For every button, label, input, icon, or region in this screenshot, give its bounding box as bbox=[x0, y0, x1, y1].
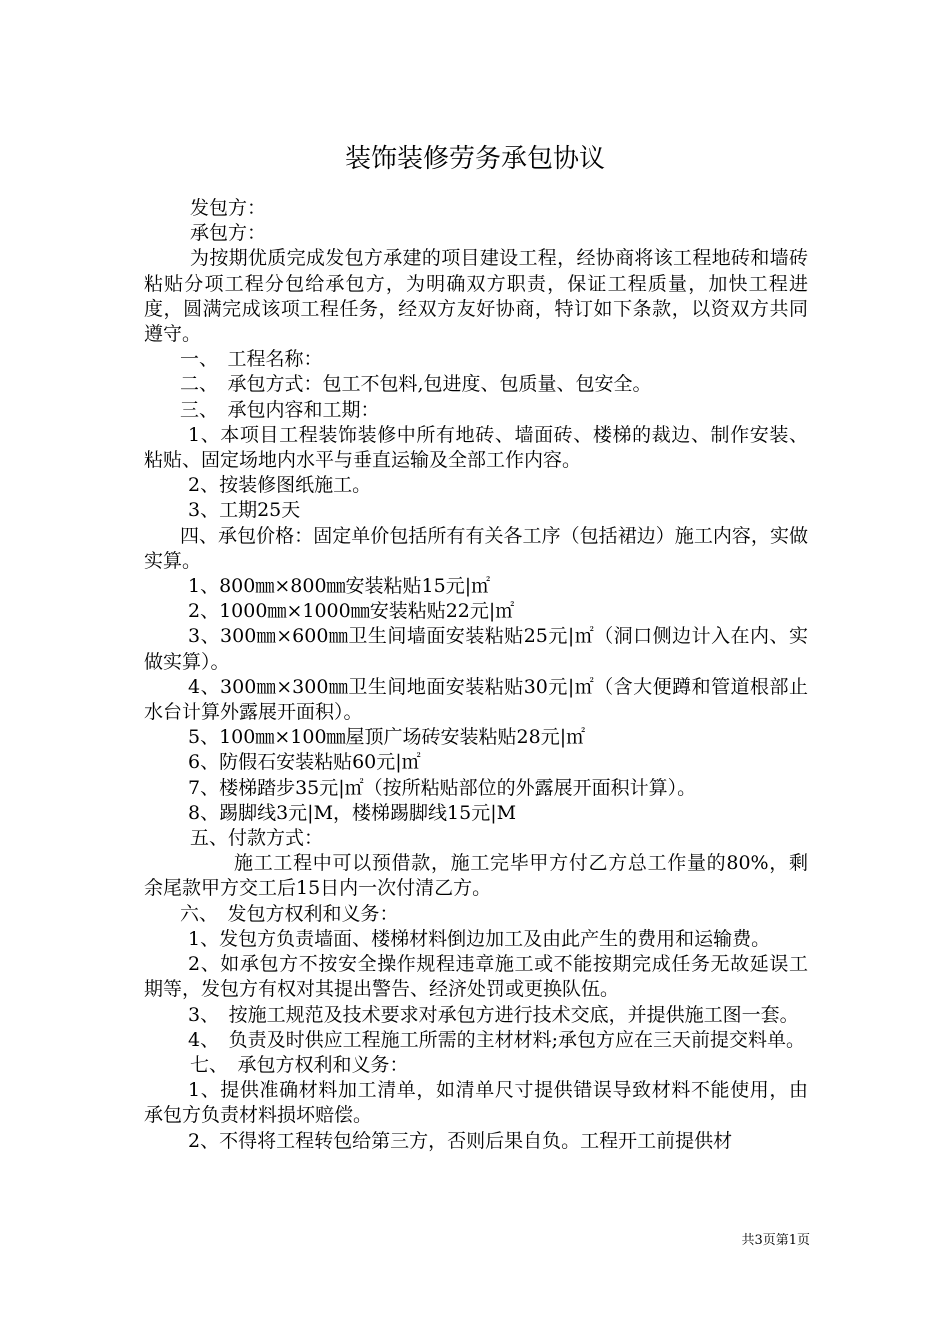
party-b-line: 承包方： bbox=[190, 222, 267, 245]
price-item: 3、300㎜×600㎜卫生间墙面安装粘贴25元|㎡（洞口侧边计入在内、实做实算）。 bbox=[144, 625, 808, 673]
preamble-paragraph: 为按期优质完成发包方承建的项目建设工程，经协商将该工程地砖和墙砖粘贴分项工程分包给承包方，为明确双方职责，保证工程质量，加快工程进度，圆满完成该项工程任务，经双方友好协商，特订如下条款，以资双方共同遵守。 bbox=[144, 247, 808, 346]
clause-paragraph: 施工工程中可以预借款，施工完毕甲方付乙方总工作量的80%，剩余尾款甲方交工后15日内一次付清乙方。 bbox=[144, 852, 808, 900]
section-heading: 六、 发包方权利和义务： bbox=[180, 902, 399, 925]
price-item: 2、1000㎜×1000㎜安装粘贴22元|㎡ bbox=[188, 600, 515, 623]
price-item: 6、防假石安装粘贴60元|㎡ bbox=[188, 751, 421, 774]
section-heading: 四、承包价格：固定单价包括所有有关各工序（包括裙边）施工内容，实做实算。 bbox=[144, 524, 808, 572]
section-heading: 一、 工程名称： bbox=[180, 348, 323, 371]
clause-paragraph: 3、 按施工规范及技术要求对承包方进行技术交底，并提供施工图一套。 bbox=[188, 1003, 799, 1026]
party-a-line: 发包方： bbox=[190, 197, 267, 219]
clause-paragraph: 1、本项目工程装饰装修中所有地砖、墙面砖、楼梯的裁边、制作安装、粘贴、固定场地内水平与垂直运输及全部工作内容。 bbox=[144, 423, 808, 472]
section-heading: 五、付款方式： bbox=[190, 827, 324, 850]
clause-paragraph: 3、工期25天 bbox=[188, 499, 301, 522]
section-heading: 二、 承包方式：包工不包料,包进度、包质量、包安全。 bbox=[180, 373, 652, 396]
clause-paragraph: 1、提供准确材料加工清单，如清单尺寸提供错误导致材料不能使用，由承包方负责材料损坏赔偿。 bbox=[144, 1079, 808, 1127]
section-heading: 三、 承包内容和工期： bbox=[180, 398, 380, 421]
price-item: 7、楼梯踏步35元|㎡（按所粘贴部位的外露展开面积计算）。 bbox=[188, 776, 697, 799]
price-item: 5、100㎜×100㎜屋顶广场砖安装粘贴28元|㎡ bbox=[188, 726, 586, 749]
clause-paragraph: 1、发包方负责墙面、楼梯材料倒边加工及由此产生的费用和运输费。 bbox=[188, 927, 771, 950]
clause-paragraph: 2、不得将工程转包给第三方，否则后果自负。工程开工前提供材 bbox=[188, 1129, 733, 1152]
page-footer: 共3页第1页 bbox=[741, 1233, 810, 1248]
section-heading: 七、 承包方权利和义务： bbox=[190, 1053, 409, 1076]
document-title: 装饰装修劳务承包协议 bbox=[344, 144, 605, 174]
price-item: 1、800㎜×800㎜安装粘贴15元|㎡ bbox=[188, 575, 491, 598]
clause-paragraph: 2、如承包方不按安全操作规程违章施工或不能按期完成任务无故延误工期等，发包方有权对其提出警告、经济处罚或更换队伍。 bbox=[144, 953, 808, 1001]
price-item: 4、300㎜×300㎜卫生间地面安装粘贴30元|㎡（含大便蹲和管道根部止水台计算外露展开面积）。 bbox=[144, 675, 808, 724]
clause-paragraph: 4、 负责及时供应工程施工所需的主材材料;承包方应在三天前提交料单。 bbox=[188, 1028, 805, 1051]
price-item: 8、踢脚线3元|M，楼梯踢脚线15元|M bbox=[188, 801, 517, 824]
document-body bbox=[144, 196, 808, 1154]
clause-paragraph: 2、按装修图纸施工。 bbox=[188, 474, 372, 497]
